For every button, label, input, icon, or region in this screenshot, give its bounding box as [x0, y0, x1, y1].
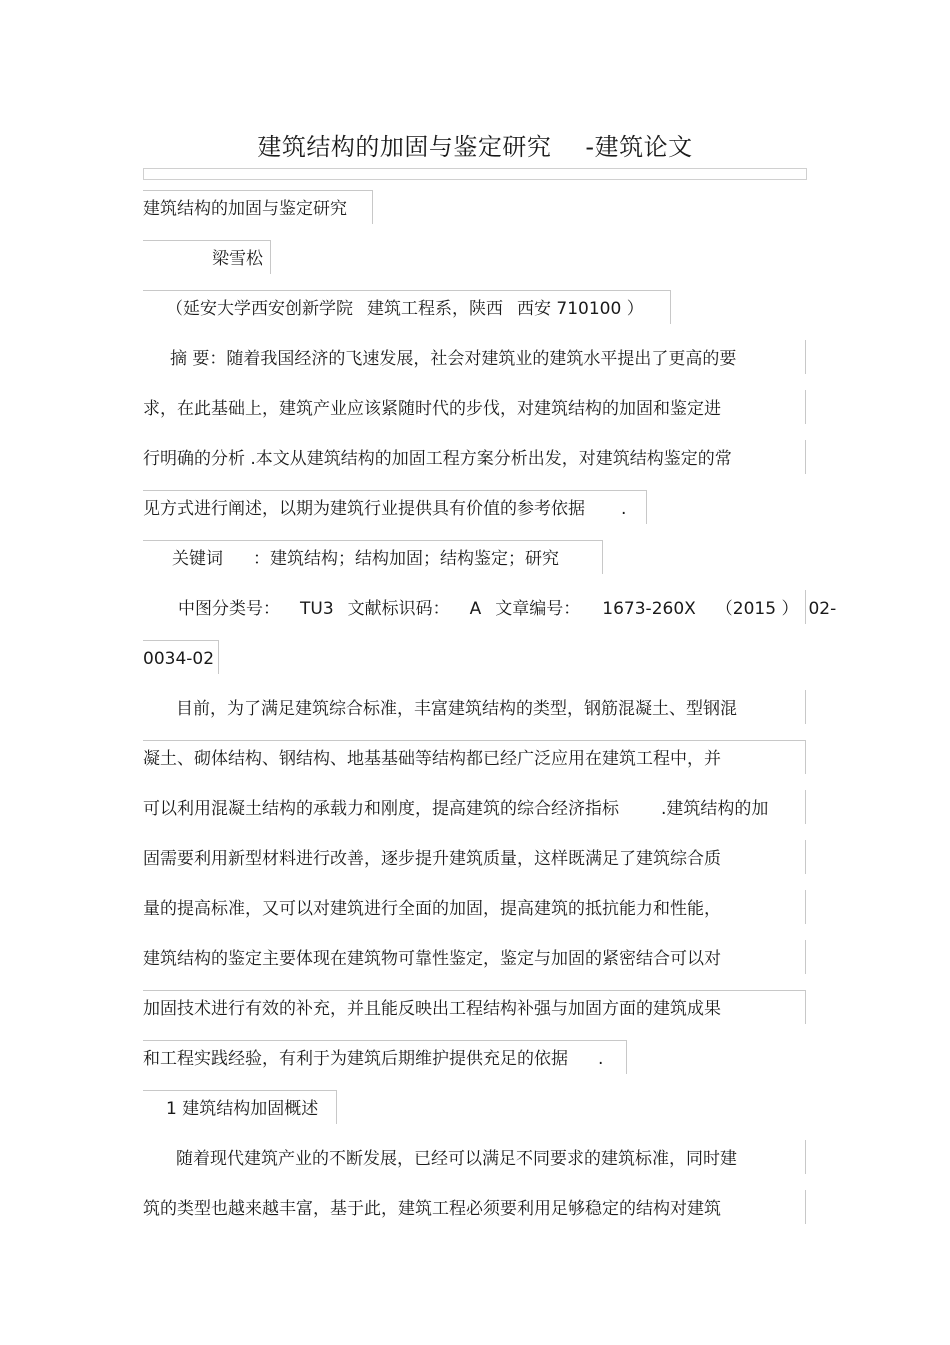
rule: [805, 740, 806, 774]
rule: [143, 540, 602, 541]
rule: [805, 990, 806, 1024]
article-subtitle: 建筑结构的加固与鉴定研究: [143, 199, 347, 219]
rule: [143, 1040, 626, 1041]
body-line: 随着现代建筑产业的不断发展，已经可以满足不同要求的建筑标准，同时建: [176, 1149, 737, 1169]
body-line: 建筑结构的鉴定主要体现在建筑物可靠性鉴定，鉴定与加固的紧密结合可以对: [143, 949, 721, 969]
rule: [143, 640, 218, 641]
title-suffix: -建筑论文: [585, 133, 693, 161]
rule: [143, 490, 646, 491]
body-line: 可以利用混凝土结构的承载力和刚度，提高建筑的综合经济指标 .建筑结构的加: [143, 799, 769, 819]
rule: [805, 440, 806, 474]
rule: [602, 540, 603, 574]
body-line: 固需要利用新型材料进行改善，逐步提升建筑质量，这样既满足了建筑综合质: [143, 849, 721, 869]
rule: [646, 490, 647, 524]
rule: [336, 1090, 337, 1124]
rule: [143, 240, 270, 241]
rule: [143, 190, 372, 191]
rule: [805, 940, 806, 974]
rule: [805, 590, 806, 624]
author-name: 梁雪松: [212, 249, 263, 269]
rule: [805, 1190, 806, 1224]
body-line: 量的提高标准，又可以对建筑进行全面的加固，提高建筑的抵抗能力和性能，: [143, 899, 721, 919]
rule: [805, 390, 806, 424]
classification-line-cont: 0034-02: [143, 649, 215, 669]
abstract-line: 见方式进行阐述，以期为建筑行业提供具有价值的参考依据 .: [143, 499, 627, 519]
rule: [143, 740, 805, 741]
rule: [805, 890, 806, 924]
rule: [805, 690, 806, 724]
keywords-line: [172, 547, 559, 571]
body-line: 筑的类型也越来越丰富，基于此，建筑工程必须要利用足够稳定的结构对建筑: [143, 1199, 721, 1219]
rule: [270, 240, 271, 274]
rule: [626, 1040, 627, 1074]
body-line: 和工程实践经验，有利于为建筑后期维护提供充足的依据 .: [143, 1049, 604, 1069]
body-line: 加固技术进行有效的补充，并且能反映出工程结构补强与加固方面的建筑成果: [143, 999, 721, 1019]
author-affiliation: （延安大学西安创新学院 建筑工程系，陕西 西安 710100 ）: [166, 299, 644, 319]
body-line: 凝土、砌体结构、钢结构、地基基础等结构都已经广泛应用在建筑工程中，并: [143, 749, 721, 769]
title-main: 建筑结构的加固与鉴定研究: [257, 133, 552, 161]
rule: [143, 1090, 336, 1091]
rule: [218, 640, 219, 674]
keywords-label: 关键词: [172, 549, 223, 569]
page-title: [0, 130, 950, 164]
rule: [805, 1140, 806, 1174]
classification-line: 中图分类号： TU3 文献标识码： A 文章编号： 1673-260X （2015 ） 02-: [178, 599, 837, 619]
abstract-line: 求，在此基础上，建筑产业应该紧随时代的步伐，对建筑结构的加固和鉴定进: [143, 399, 721, 419]
rule: [670, 290, 671, 324]
title-underline-box: [143, 168, 807, 180]
rule: [805, 840, 806, 874]
rule: [143, 990, 805, 991]
abstract-line: 摘 要：随着我国经济的飞速发展，社会对建筑业的建筑水平提出了更高的要: [170, 349, 737, 369]
keywords-value: ：建筑结构；结构加固；结构鉴定；研究: [253, 549, 559, 569]
rule: [805, 790, 806, 824]
section-heading: 1 建筑结构加固概述: [166, 1099, 319, 1119]
abstract-line: 行明确的分析 .本文从建筑结构的加固工程方案分析出发，对建筑结构鉴定的常: [143, 449, 732, 469]
rule: [805, 340, 806, 374]
rule: [143, 290, 670, 291]
body-line: 目前，为了满足建筑综合标准，丰富建筑结构的类型，钢筋混凝土、型钢混: [176, 699, 737, 719]
rule: [372, 190, 373, 224]
